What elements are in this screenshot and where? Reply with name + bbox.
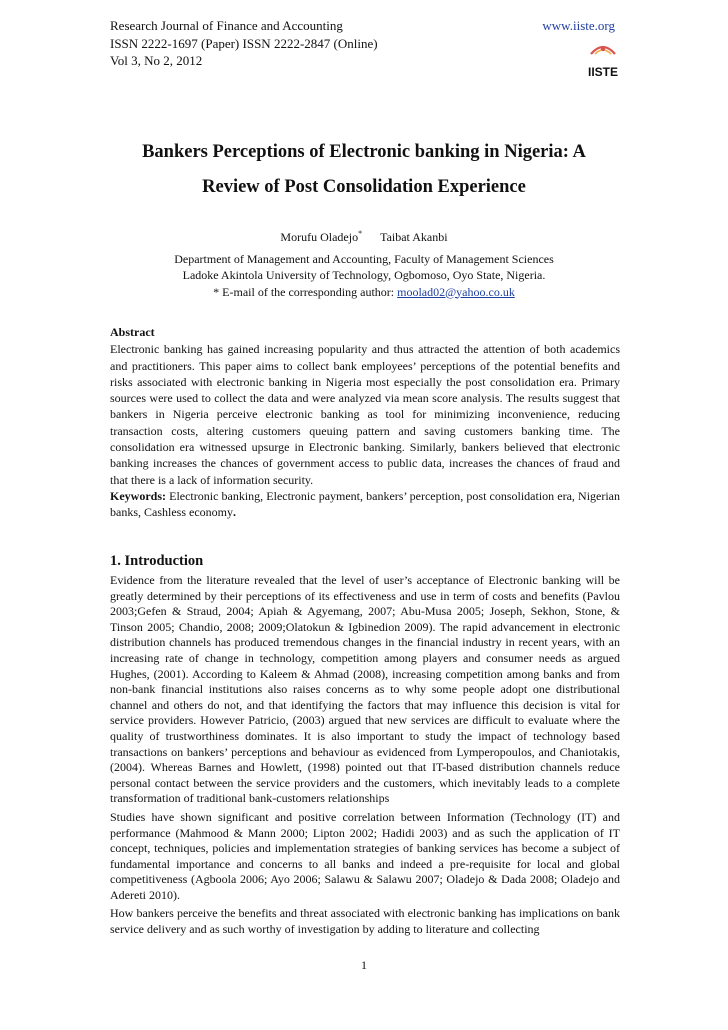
email-link[interactable]: moolad02@yahoo.co.uk — [397, 284, 515, 299]
volume-line: Vol 3, No 2, 2012 — [110, 53, 203, 68]
intro-paragraph-2: Studies have shown significant and positive correlation between Information (Technology (IT) and performance (Mahmood & Mann 2000; Lipton 2002; Hadidi 2003) and as such the application of IT concept, techniques, policies and implementation strategies of banking services has become a subject of fundamental importance and concerns to all banks and indeed a pre-requisite for local and global competitiveness (Agboola 2006; Ayo 2006; Salawu & Salawu 2007; Oladejo & Dada 2008; Oladejo and Adereti 2010). — [110, 809, 620, 902]
journal-header — [110, 17, 620, 70]
author-1-mark: * — [358, 229, 363, 238]
keywords-text: Electronic banking, Electronic payment, bankers’ perception, post consolidation era, Nigerian banks, Cashless economy — [110, 488, 621, 520]
svg-text:IISTE: IISTE — [587, 65, 619, 79]
journal-url[interactable]: www.iiste.org — [542, 18, 615, 33]
title-line-2: Review of Post Consolidation Experience — [202, 177, 526, 197]
affiliation-line-2: Ladoke Akintola University of Technology, Ogbomoso, Oyo State, Nigeria. — [182, 268, 546, 282]
title-line-1: Bankers Perceptions of Electronic banking in Nigeria: A — [142, 142, 586, 162]
introduction-body — [110, 573, 620, 941]
intro-paragraph-1: Evidence from the literature revealed that the level of user’s acceptance of Electronic banking will be greatly determined by their perceptions of its effectiveness and use in term of costs and benefits (Pavlou 2003;Gefen & Straud, 2004; Apiah & Agyemang, 2007; Abu-Musa 2005; Joseph, Sekhon, Stone, & Tinson 2005; Chandio, 2008; 2009;Olatokun & Igbinedion 2009). The rapid advancement in electronic distribution channels has produced tremendous changes in the financial industry in recent years, with an increasing rate of change in technology, competition among players and consumer needs as argued Hughes, (2001). According to Kaleem & Ahmad (2008), increasing competition among banks and from non-bank financial institutions also raises concerns as to why some people adopt one distributional channel and others do not, and that identifying the factors that may influence this decision is vital for service providers. However Patricio, (2003) argued that new services are difficult to evaluate where the quality of trustworthiness dominates. It is also important to study the impact of technology based transactions on bankers’ perceptions and behaviour as evidenced from Lymperopoulos, and Chaniotakis, (2004). Whereas Barnes and Howlett, (1998) pointed out that IT-based distribution channels reduce personal contact between the service providers and the customers, which inevitably leads to a complete transformation of traditional bank-customers relationships — [110, 573, 620, 806]
email-prefix: * E-mail of the corresponding author: — [213, 284, 395, 299]
abstract-heading: Abstract — [110, 325, 155, 339]
iiste-logo-icon — [585, 38, 621, 82]
corresponding-email — [110, 284, 618, 301]
issn-line: ISSN 2222-1697 (Paper) ISSN 2222-2847 (Online) — [110, 35, 378, 51]
abstract-section — [110, 324, 620, 521]
author-1: Morufu Oladejo — [280, 230, 359, 244]
keywords-end: . — [232, 505, 236, 520]
author-block — [110, 226, 618, 300]
journal-name: Research Journal of Finance and Accounting — [110, 18, 343, 33]
page-number: 1 — [361, 958, 367, 972]
keywords-line — [110, 488, 620, 521]
keywords-label: Keywords: — [110, 488, 166, 503]
author-names — [110, 226, 618, 246]
affiliation-line-1: Department of Management and Accounting, Faculty of Management Sciences — [174, 251, 554, 266]
abstract-text: Electronic banking has gained increasing popularity and thus attracted the attention of both academics and practitioners. This paper aims to collect bank employees’ perceptions of the potential benefits and risks associated with electronic banking in Nigeria most especially the post consolidation era. Primary sources were used to collect the data and were analyzed via mean score analysis. The results suggest that bankers in Nigeria perceive electronic banking as tool for minimizing inconvenience, reducing transaction costs, altering customers queuing pattern and saving customers banking time. The consolidation era witnessed upsurge in Electronic banking. Similarly, bankers believed that electronic banking increases the chances of government access to public data, increases the chances of fraud and that there is a lack of information security. — [110, 342, 620, 487]
introduction-heading: 1. Introduction — [110, 553, 204, 569]
author-2: Taibat Akanbi — [380, 230, 448, 244]
intro-paragraph-3: How bankers perceive the benefits and threat associated with electronic banking has implications on bank service delivery and as such worthy of investigation by adding to literature and collecting — [110, 906, 620, 937]
paper-title — [100, 135, 628, 205]
